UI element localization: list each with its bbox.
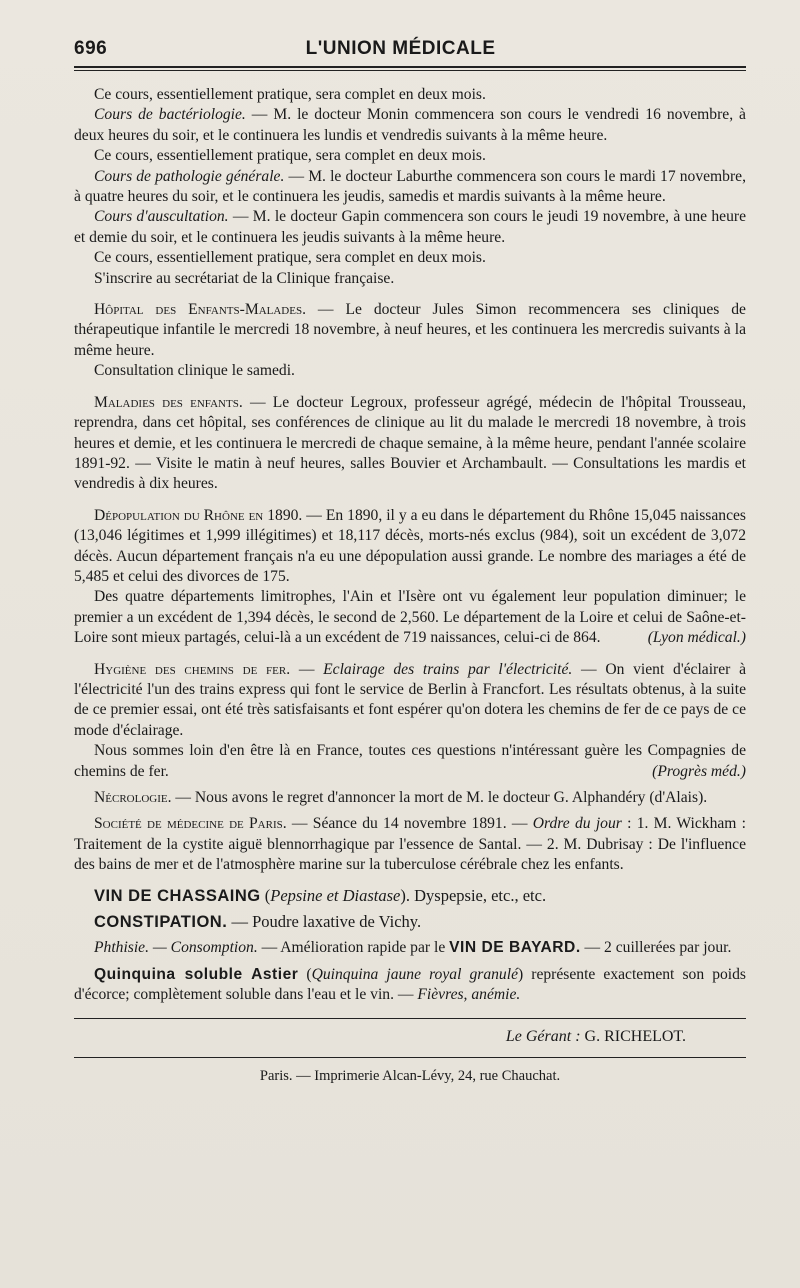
text: 1890. — En 1890, il y a eu dans le département du Rhône 15,045 naissances (13,046 légitimes et 1,999 illégitimes) et 18,117 décès, morts-nés exclus (984), soit un excédent de 3,072 décès. Aucun département français n'a eu une dépopulation aussi grande. Le nombre des mariages a été de 5,485 et celui des divorces de 175. xyxy=(74,506,746,585)
ad-bayard xyxy=(74,938,746,958)
text: : 1. M. Wickham : Traitement de la cystite aiguë blennorrhagique par l'essence de Santal. — 2. M. Dubrisay : De l'influence des bains de mer et de l'atmosphère marine sur la tuberculose cérébrale chez les enfants. xyxy=(74,815,747,874)
gerant-signature xyxy=(74,1027,746,1047)
section-heading: Société de médecine de Paris. xyxy=(94,815,287,833)
paragraph-maladies-enfants xyxy=(74,393,746,495)
advertisements xyxy=(74,886,746,1006)
text: Ce cours, essentiellement pratique, sera complet en deux mois. xyxy=(94,249,486,267)
text: Ce cours, essentiellement pratique, sera complet en deux mois. xyxy=(94,147,486,165)
paragraph xyxy=(74,269,746,289)
product-name: CONSTIPATION. xyxy=(94,913,228,932)
text: ). Dyspepsie, etc., etc. xyxy=(400,885,547,905)
printer-line: Paris. — Imprimerie Alcan-Lévy, 24, rue Chauchat. xyxy=(259,1068,561,1085)
ad-constipation xyxy=(74,912,746,932)
text: — Le docteur Jules Simon recommencera ses cliniques de thérapeutique infantile le mercredi 18 novembre, à neuf heures, et les continuera les mercredis suivants à la même heure. xyxy=(74,301,746,359)
paragraph-necrologie xyxy=(74,788,746,808)
product-name: VIN DE BAYARD. xyxy=(449,939,581,957)
paragraph-bacteriologie xyxy=(74,105,746,146)
section-heading: Maladies des enfants. xyxy=(94,393,243,411)
divider xyxy=(74,1018,746,1019)
subheading: Ordre du jour xyxy=(532,815,622,833)
text: Fièvres, anémie. xyxy=(417,986,521,1004)
journal-title: L'UNION MÉDICALE xyxy=(305,38,496,59)
text: — Poudre laxative de Vichy. xyxy=(227,912,422,932)
gerant-label: Le Gérant : xyxy=(505,1027,581,1045)
paragraph xyxy=(74,146,746,166)
text: Phthisie. — Consomption. xyxy=(94,939,258,957)
source-citation: (Progrès méd.) xyxy=(652,762,746,780)
text: S'inscrire au secrétariat de la Clinique française. xyxy=(94,269,395,287)
page-number: 696 xyxy=(74,38,108,59)
text: — On vient d'éclairer à l'électricité l'un des trains express qui font le service de Berlin à Francfort. Les résultats obtenus, à la suite de ce premier essai, ont été très satisfaisants et font espérer qu'on dotera les chemins de fer de ce pays de ce mode d'éclairage. xyxy=(74,660,747,739)
text: Pepsine et Diastase xyxy=(270,885,401,905)
paragraph xyxy=(74,587,746,648)
text: — xyxy=(290,660,324,678)
text: — 2 cuillerées par jour. xyxy=(580,939,732,957)
text: Nous sommes loin d'en être là en France, toutes ces questions n'intéressant guère les Compagnies de chemins de fer. xyxy=(74,742,746,780)
paragraph-auscultation xyxy=(74,207,746,248)
subheading: Eclairage des trains par l'électricité. xyxy=(323,660,573,678)
paragraph-pathologie xyxy=(74,167,746,208)
text: — M. le docteur Monin commencera son cours le vendredi 16 novembre, à deux heures du soir, et le continuera les lundis et vendredis suivants à la même heure. xyxy=(74,106,746,144)
paragraph xyxy=(74,361,746,381)
header-rule xyxy=(74,66,746,71)
ad-chassaing xyxy=(74,886,746,906)
text: — M. le docteur Laburthe commencera son cours le mardi 17 novembre, à quatre heures du soir, et le continuera les jeudis, samedis et mardis suivants à la même heure. xyxy=(74,167,746,206)
paragraph-hygiene xyxy=(74,660,746,742)
text: Ce cours, essentiellement pratique, sera complet en deux mois. xyxy=(94,86,486,103)
course-title: Cours de pathologie générale. xyxy=(94,167,285,185)
text: ) représente exactement son poids d'écorce; complètement soluble dans l'eau et le vin. — xyxy=(74,965,746,1004)
product-name: Quinquina soluble Astier xyxy=(94,965,299,983)
article-body xyxy=(74,85,746,1086)
paragraph-depopulation xyxy=(74,506,746,588)
paragraph xyxy=(74,85,746,105)
gerant-name: G. RICHELOT. xyxy=(580,1027,686,1045)
text: ( xyxy=(298,965,312,983)
text: — Amélioration rapide par le xyxy=(257,939,450,957)
section-heading: Nécrologie. xyxy=(94,789,172,806)
text: — Nous avons le regret d'annoncer la mort de M. le docteur G. Alphandéry (d'Alais). xyxy=(171,789,708,806)
section-heading: Dépopulation du Rhône en xyxy=(94,506,264,524)
text: Quinquina jaune royal granulé xyxy=(311,965,518,983)
text: — M. le docteur Gapin commencera son cours le jeudi 19 novembre, à une heure et demie du soir, et le continuera les jeudis suivants à la même heure. xyxy=(74,208,747,246)
product-name: VIN DE CHASSAING xyxy=(94,886,261,905)
section-heading: Hôpital des Enfants-Malades. xyxy=(94,301,306,319)
text: — Séance du 14 novembre 1891. — xyxy=(286,815,533,833)
text: ( xyxy=(260,885,271,905)
footer-rule xyxy=(74,1057,746,1058)
ad-astier xyxy=(74,965,746,1006)
text: Consultation clinique le samedi. xyxy=(94,362,295,380)
paragraph-enfants-malades xyxy=(74,300,746,361)
section-heading: Hygiène des chemins de fer. xyxy=(94,660,291,678)
paragraph xyxy=(74,741,746,782)
course-title: Cours de bactériologie. xyxy=(94,106,246,124)
text: — Le docteur Legroux, professeur agrégé, médecin de l'hôpital Trousseau, reprendra, dans cet hôpital, ses conférences de clinique au lit du malade le mercredi 18 novembre, à trois heures et demie, et les continuera le mercredi de chaque semaine, à la même heure, pendant l'année scolaire 1891-92. — Visite le matin à neuf heures, salles Bouvier et Archambault. — Consultations les mardis et vendredis à dix heures. xyxy=(74,393,746,493)
page-header xyxy=(74,38,744,60)
course-title: Cours d'auscultation. xyxy=(94,208,229,226)
paragraph xyxy=(74,248,746,268)
paragraph-societe xyxy=(74,814,746,875)
source-citation: (Lyon médical.) xyxy=(647,629,746,647)
text: Des quatre départements limitrophes, l'Ain et l'Isère ont vu également leur population diminuer; le premier a un excédent de 1,394 décès, le second de 2,560. Le département de la Loire et celui de Saône-et-Loire sont mieux partagés, celui-là a un excédent de 719 naissances, celui-ci de 864. xyxy=(74,588,746,647)
